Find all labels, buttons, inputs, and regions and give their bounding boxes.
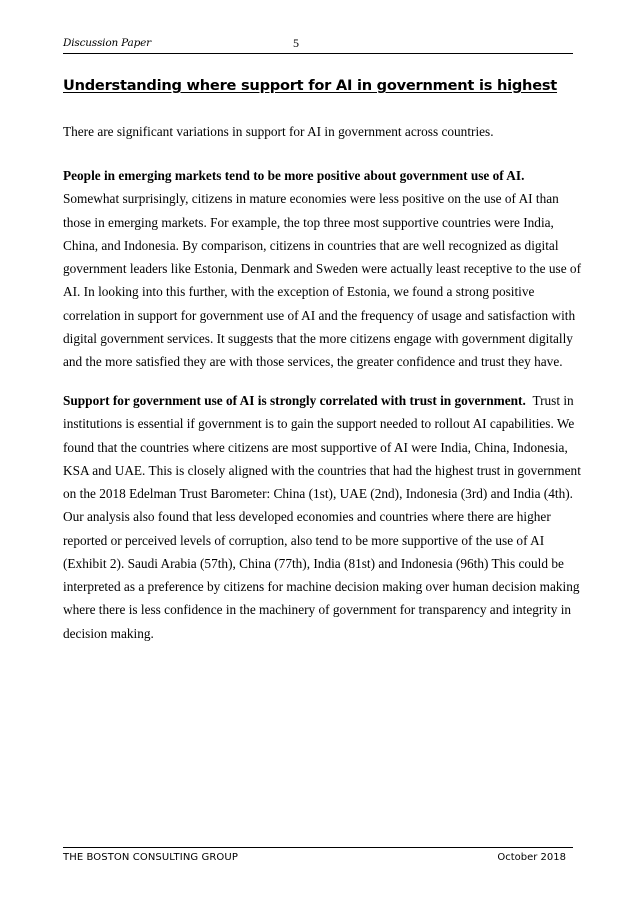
- paragraph1-line: government leaders like Estonia, Denmark and Sweden were actually least receptive to the use of: [63, 261, 582, 276]
- paragraph2-line: found that the countries where citizens are most supportive of AI were India, China, Indonesia,: [63, 439, 568, 455]
- paragraph2-line: where there is less confidence in the machinery of government for transparency and integrity in: [63, 602, 572, 618]
- paragraph2-line: decision making.: [63, 625, 154, 641]
- paragraph1-line: China, and Indonesia. By comparison, citizens in countries that are well recognized as digital: [63, 237, 559, 253]
- paragraph2-first-line: [63, 389, 581, 412]
- paragraph1-line: digital government services. It suggests that the more citizens engage with government digitally: [63, 330, 573, 346]
- paragraph2-line: interpreted as a preference by citizens for machine decision making over human decision making: [63, 579, 580, 594]
- paragraph-trust-in-government: [63, 389, 581, 645]
- page-footer: [63, 847, 573, 868]
- paragraph2-line: (Exhibit 2). Saudi Arabia (57th), China (77th), India (81st) and Indonesia (96th) This could be: [63, 555, 564, 571]
- paragraph2-line: KSA and UAE. This is closely aligned with the countries that had the highest trust in government: [63, 462, 581, 478]
- page-number: 5: [293, 36, 299, 50]
- paragraph2-lead: Support for government use of AI is strongly correlated with trust in government.: [63, 393, 526, 408]
- footer-organization: THE BOSTON CONSULTING GROUP: [63, 852, 238, 863]
- paragraph2-lead-tail: Trust in: [532, 393, 574, 408]
- paragraph1-line: those in emerging markets. For example, the top three most supportive countries were India,: [63, 214, 554, 230]
- header-label: Discussion Paper: [63, 37, 151, 49]
- paragraph1-line: Somewhat surprisingly, citizens in mature economies were less positive on the use of AI than: [63, 191, 559, 207]
- intro-paragraph: [63, 120, 581, 143]
- paragraph-emerging-markets: [63, 164, 581, 373]
- paragraph1-line: and the more satisfied they are with those services, the greater confidence and trust they have.: [63, 354, 563, 369]
- paragraph2-line: reported or perceived levels of corruption, also tend to be more supportive of the use of AI: [63, 532, 545, 548]
- paragraph2-line: institutions is essential if government is to gain the support needed to rollout AI capabilities. We: [63, 416, 575, 432]
- paragraph1-line: correlation in support for government use of AI and the frequency of usage and satisfaction with: [63, 307, 576, 323]
- paragraph2-line: Our analysis also found that less developed economies and countries where there are higher: [63, 509, 551, 525]
- page-header: [63, 36, 573, 54]
- paragraph1-lead: People in emerging markets tend to be more positive about government use of AI.: [63, 168, 525, 183]
- paragraph1-line: AI. In looking into this further, with the exception of Estonia, we found a strong positive: [63, 284, 535, 300]
- paragraph2-line: on the 2018 Edelman Trust Barometer: China (1st), UAE (2nd), Indonesia (3rd) and India (4th).: [63, 486, 573, 501]
- intro-line: There are significant variations in support for AI in government across countries.: [63, 124, 494, 139]
- section-title: Understanding where support for AI in government is highest: [63, 77, 558, 94]
- footer-date: October 2018: [497, 852, 566, 863]
